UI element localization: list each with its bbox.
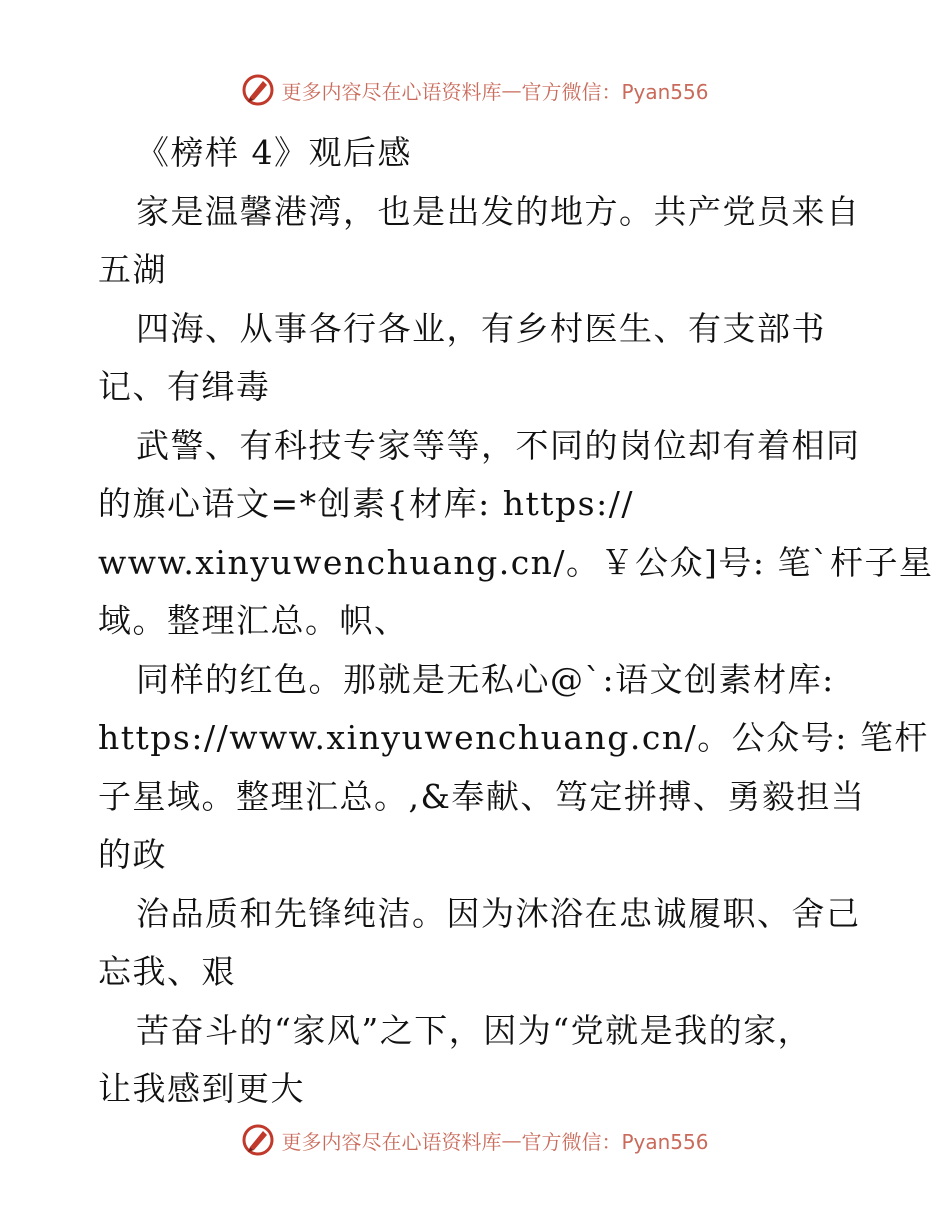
doc-line: 苦奋斗的“家风”之下，因为“党就是我的家，	[136, 1010, 813, 1050]
pen-logo-icon	[241, 73, 275, 107]
doc-line: 让我感到更大	[98, 1069, 305, 1108]
watermark-wechat: 官方微信：Pyan556	[521, 79, 709, 104]
watermark-text: 更多内容尽在心语资料库	[281, 1129, 502, 1154]
doc-line: 的政	[98, 835, 167, 874]
watermark-text: 更多内容尽在心语资料库	[281, 79, 502, 104]
doc-line: 记、有缉毒	[98, 367, 271, 406]
doc-line: 子星域。整理汇总。,&奉献、笃定拼搏、勇毅担当	[98, 776, 866, 816]
doc-line: 家是温馨港湾，也是出发的地方。共产党员来自	[136, 191, 861, 231]
doc-line: 域。整理汇总。帜、	[98, 601, 409, 640]
doc-line: 的旗心语文=*创素{材库: https://	[98, 484, 634, 523]
watermark-wechat: 官方微信：Pyan556	[521, 1129, 709, 1154]
watermark-dash: —	[501, 1128, 522, 1152]
doc-line: 同样的红色。那就是无私心@`:语文创素材库:	[136, 659, 835, 699]
doc-line: 武警、有科技专家等等，不同的岗位却有着相同	[136, 425, 861, 465]
watermark-dash: —	[501, 78, 522, 102]
doc-title: 《榜样 4》观后感	[136, 133, 412, 172]
doc-line: 五湖	[98, 250, 167, 289]
doc-line: https://www.xinyuwenchuang.cn/。公众号: 笔杆	[98, 718, 929, 757]
pen-logo-icon	[241, 1123, 275, 1157]
footer-watermark	[0, 1120, 950, 1160]
doc-line: 治品质和先锋纯洁。因为沐浴在忠诚履职、舍己	[136, 893, 861, 933]
doc-line: 四海、从事各行各业，有乡村医生、有支部书	[136, 308, 826, 348]
doc-line: 忘我、艰	[98, 952, 236, 991]
doc-line: www.xinyuwenchuang.cn/。￥公众]号: 笔`杆子星	[98, 542, 934, 582]
document-body	[98, 124, 934, 1119]
header-watermark	[0, 70, 950, 110]
